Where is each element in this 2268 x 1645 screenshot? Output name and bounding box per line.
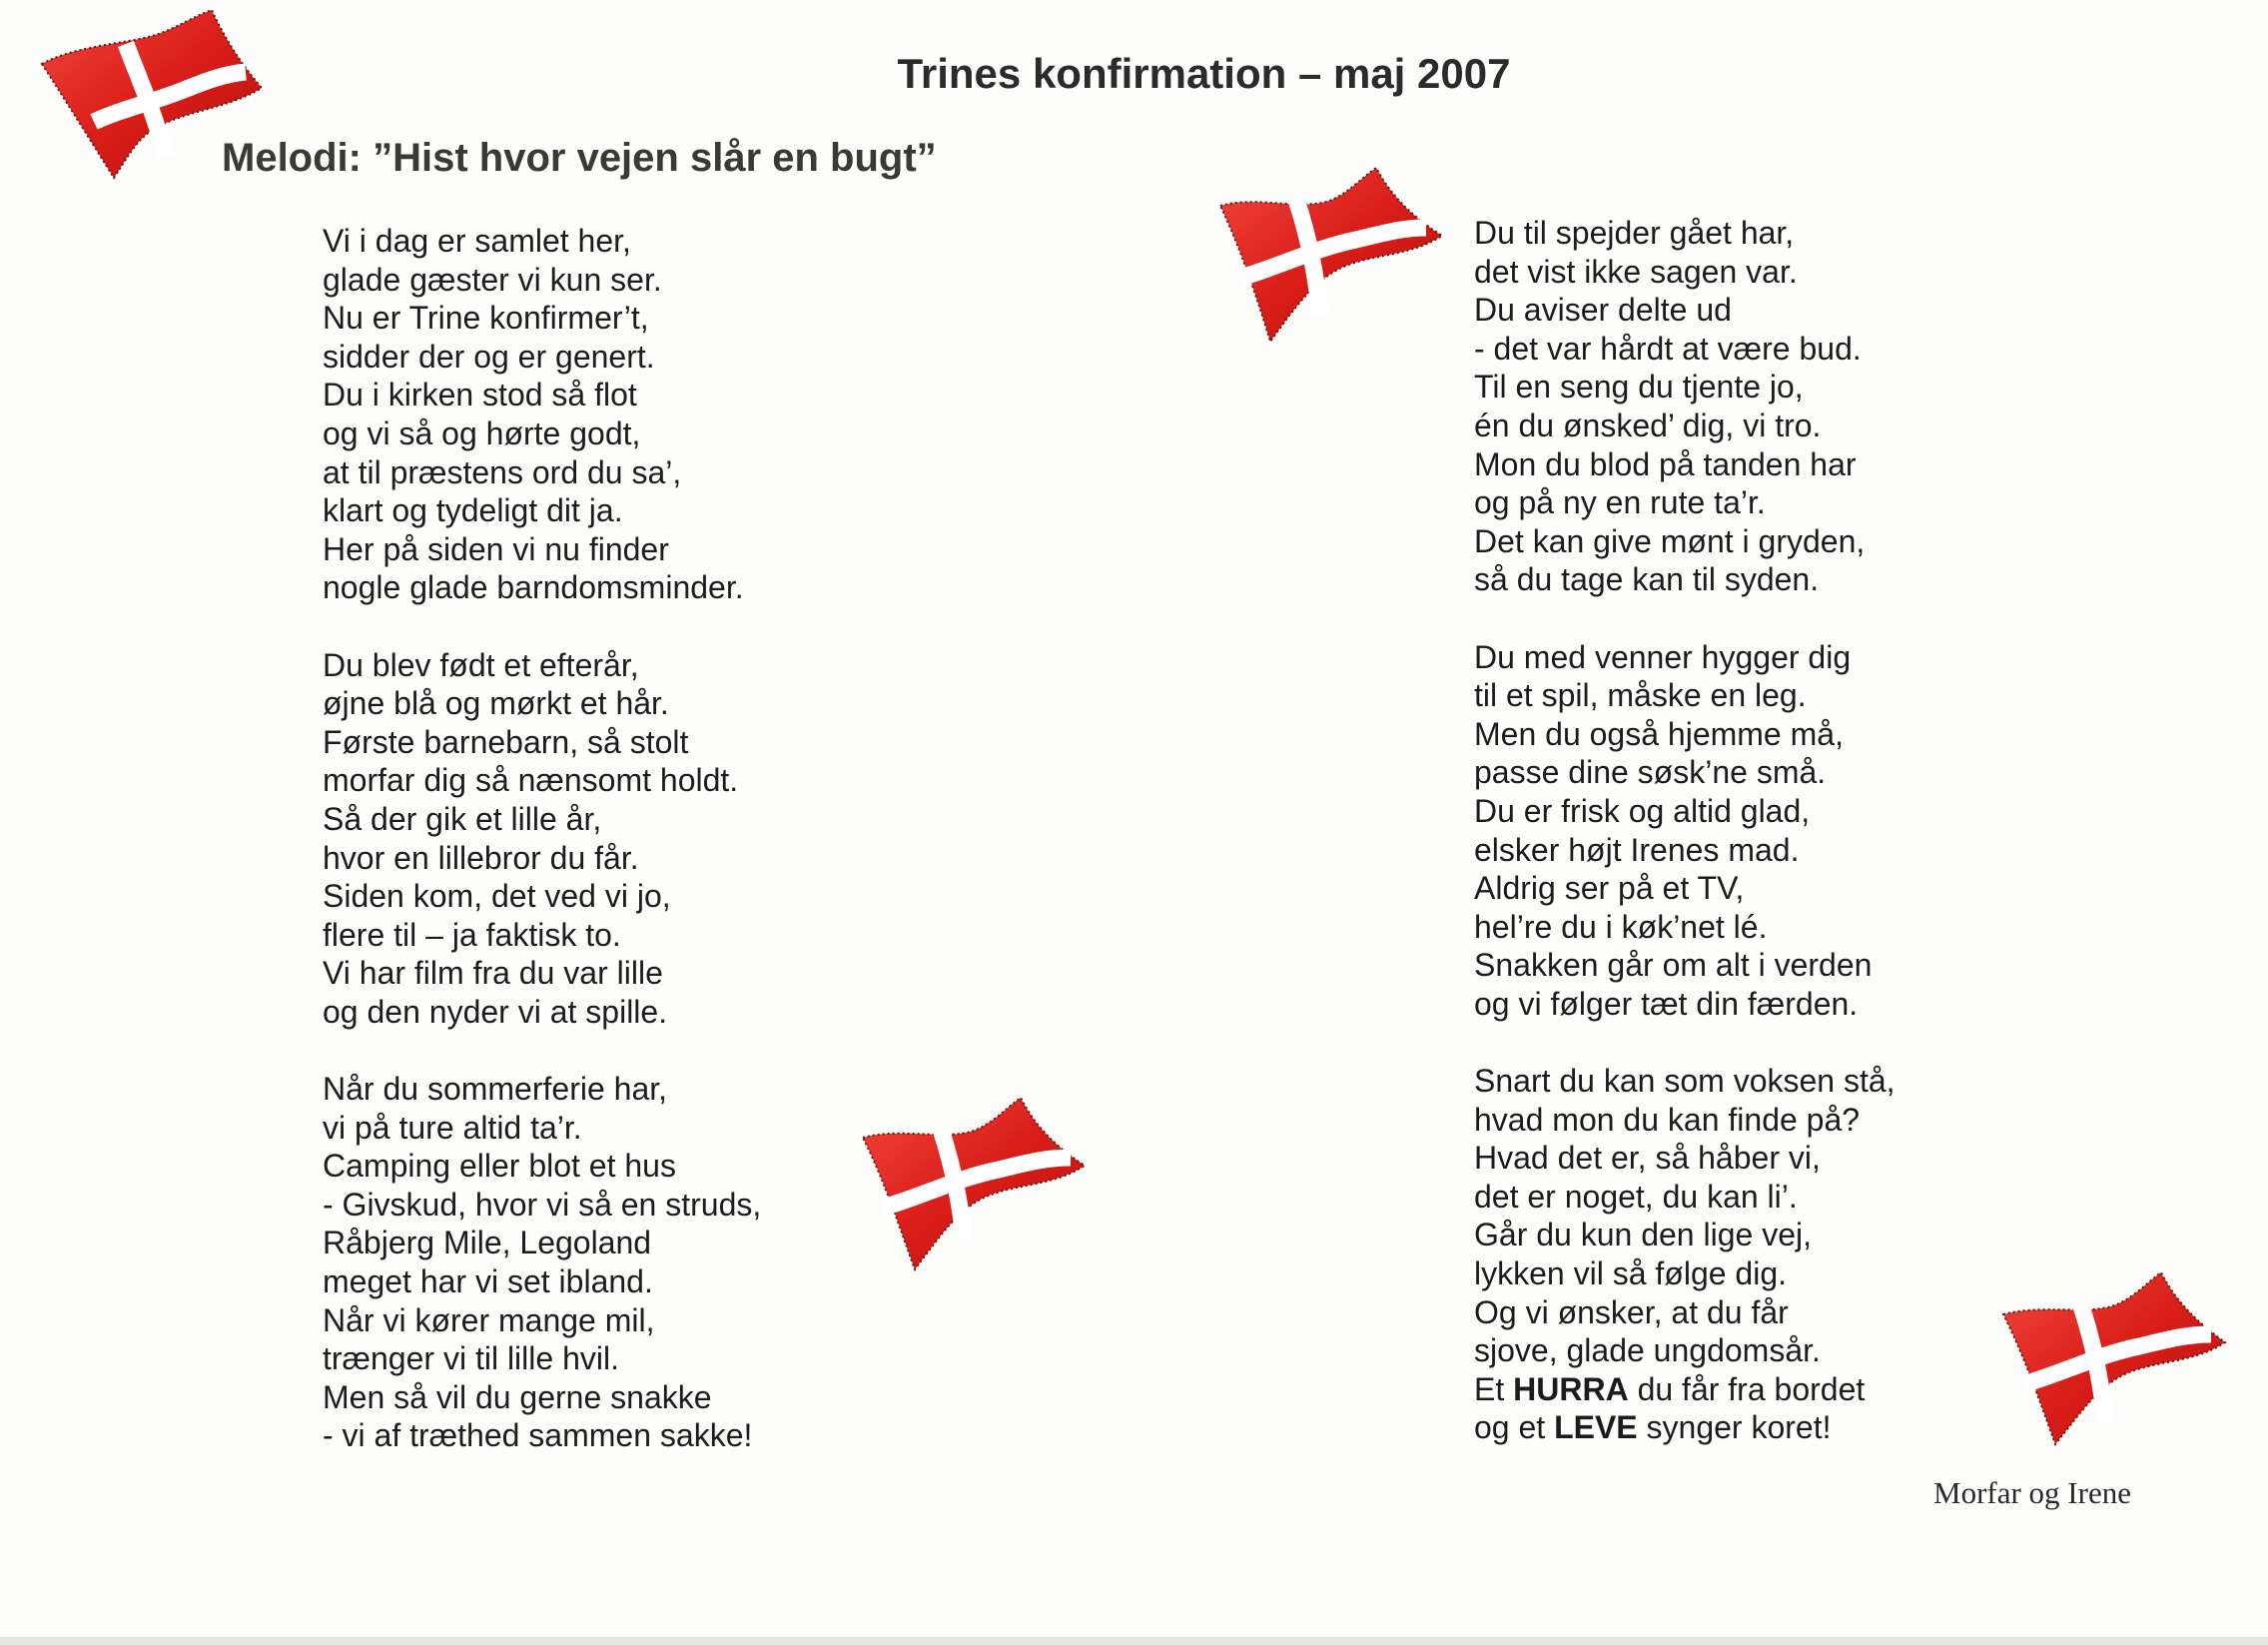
verse-line: og den nyder vi at spille.: [323, 993, 668, 1030]
poem-column-left: [323, 222, 761, 1494]
verse-closing-line: [1474, 1408, 1895, 1447]
signature: Morfar og Irene: [1933, 1475, 2131, 1510]
verse-4: [1474, 214, 1895, 599]
verse-line: Snakken går om alt i verden: [1474, 947, 1873, 984]
verse-line: morfar dig så nænsomt holdt.: [323, 762, 739, 799]
verse-line: øjne blå og mørkt et hår.: [323, 685, 669, 722]
verse-line: Snart du kan som voksen stå,: [1474, 1063, 1895, 1100]
verse-line: Du i kirken stod så flot: [323, 377, 637, 413]
verse-line: passe dine søsk’ne små.: [1474, 754, 1827, 791]
verse-line: hvad mon du kan finde på?: [1474, 1101, 1861, 1138]
verse-line: Men du også hjemme må,: [1474, 715, 1844, 752]
verse-line: trænger vi til lille hvil.: [323, 1340, 619, 1377]
verse-line: nogle glade barndomsminder.: [323, 569, 744, 606]
verse-line: Og vi ønsker, at du får: [1474, 1293, 1789, 1330]
verse-line: Du med venner hygger dig: [1474, 638, 1852, 675]
verse-line: og vi følger tæt din færden.: [1474, 985, 1859, 1022]
verse-line: Du aviser delte ud: [1474, 292, 1732, 329]
verse-line: det er noget, du kan li’.: [1474, 1178, 1798, 1215]
verse-5: [1474, 638, 1895, 1024]
poem-column-right: [1474, 214, 1895, 1486]
verse-line: Hvad det er, så håber vi,: [1474, 1140, 1821, 1177]
danish-flag-icon: [1216, 166, 1446, 346]
verse-line: og vi så og hørte godt,: [323, 414, 641, 451]
verse-line: flere til – ja faktisk to.: [323, 916, 621, 953]
verse-line: vi på ture altid ta’r.: [323, 1109, 582, 1146]
verse-line: Vi i dag er samlet her,: [323, 223, 631, 259]
verse-line: hvor en lillebror du får.: [323, 839, 639, 876]
leve-word: LEVE: [1554, 1409, 1638, 1446]
verse-6: [1474, 1062, 1895, 1447]
verse-line: - det var hårdt at være bud.: [1474, 330, 1862, 367]
verse-line: Det kan give mønt i gryden,: [1474, 522, 1866, 559]
verse-3: [323, 1070, 761, 1455]
verse-line: Til en seng du tjente jo,: [1474, 369, 1804, 406]
verse-line: Når du sommerferie har,: [323, 1071, 668, 1108]
danish-flag-icon: [1999, 1268, 2229, 1448]
verse-line: Du blev født et efterår,: [323, 646, 639, 683]
verse-line: Mon du blod på tanden har: [1474, 445, 1857, 482]
danish-flag-icon: [859, 1094, 1089, 1273]
verse-line: sidder der og er genert.: [323, 338, 655, 375]
verse-line: glade gæster vi kun ser.: [323, 261, 662, 298]
verse-line: Så der gik et lille år,: [323, 800, 602, 837]
verse-line: det vist ikke sagen var.: [1474, 253, 1798, 290]
verse-line: Aldrig ser på et TV,: [1474, 870, 1745, 907]
verse-2: [323, 646, 761, 1032]
verse-line: Du er frisk og altid glad,: [1474, 792, 1811, 829]
verse-line: Camping eller blot et hus: [323, 1148, 676, 1185]
verse-line: Første barnebarn, så stolt: [323, 723, 689, 760]
verse-line: Her på siden vi nu finder: [323, 530, 669, 567]
melody-subtitle: Melodi: ”Hist hvor vejen slår en bugt”: [222, 136, 937, 180]
verse-line: Nu er Trine konfirmer’t,: [323, 300, 649, 337]
verse-line: hel’re du i køk’net lé.: [1474, 908, 1768, 945]
closing-text: og et: [1474, 1409, 1555, 1446]
danish-flag-icon: [34, 6, 274, 186]
closing-text: synger koret!: [1637, 1409, 1832, 1446]
verse-line: Vi har film fra du var lille: [323, 955, 663, 992]
page-title: Trines konfirmation – maj 2007: [897, 50, 1511, 97]
verse-line: at til præstens ord du sa’,: [323, 453, 682, 490]
scan-bottom-edge: [0, 1637, 2268, 1645]
verse-line: Du til spejder gået har,: [1474, 215, 1795, 251]
verse-line: elsker højt Irenes mad.: [1474, 831, 1800, 868]
verse-line: Råbjerg Mile, Legoland: [323, 1225, 652, 1261]
closing-text: du får fra bordet: [1628, 1370, 1866, 1407]
verse-line: klart og tydeligt dit ja.: [323, 492, 623, 529]
verse-line: - Givskud, hvor vi så en struds,: [323, 1186, 762, 1223]
verse-line: - vi af træthed sammen sakke!: [323, 1417, 753, 1454]
verse-line: Når vi kører mange mil,: [323, 1301, 655, 1338]
verse-line: Men så vil du gerne snakke: [323, 1378, 712, 1415]
verse-line: meget har vi set ibland.: [323, 1263, 653, 1300]
hurra-word: HURRA: [1513, 1370, 1629, 1407]
verse-line: og på ny en rute ta’r.: [1474, 484, 1766, 521]
verse-line: Siden kom, det ved vi jo,: [323, 878, 671, 915]
closing-text: Et: [1474, 1370, 1514, 1407]
verse-closing-line: [1474, 1370, 1895, 1409]
verse-line: sjove, glade ungdomsår.: [1474, 1332, 1821, 1369]
verse-line: så du tage kan til syden.: [1474, 561, 1820, 598]
verse-line: én du ønsked’ dig, vi tro.: [1474, 407, 1822, 443]
verse-line: lykken vil så følge dig.: [1474, 1255, 1788, 1292]
verse-line: til et spil, måske en leg.: [1474, 677, 1807, 714]
verse-line: Går du kun den lige vej,: [1474, 1217, 1812, 1253]
verse-1: [323, 222, 761, 607]
